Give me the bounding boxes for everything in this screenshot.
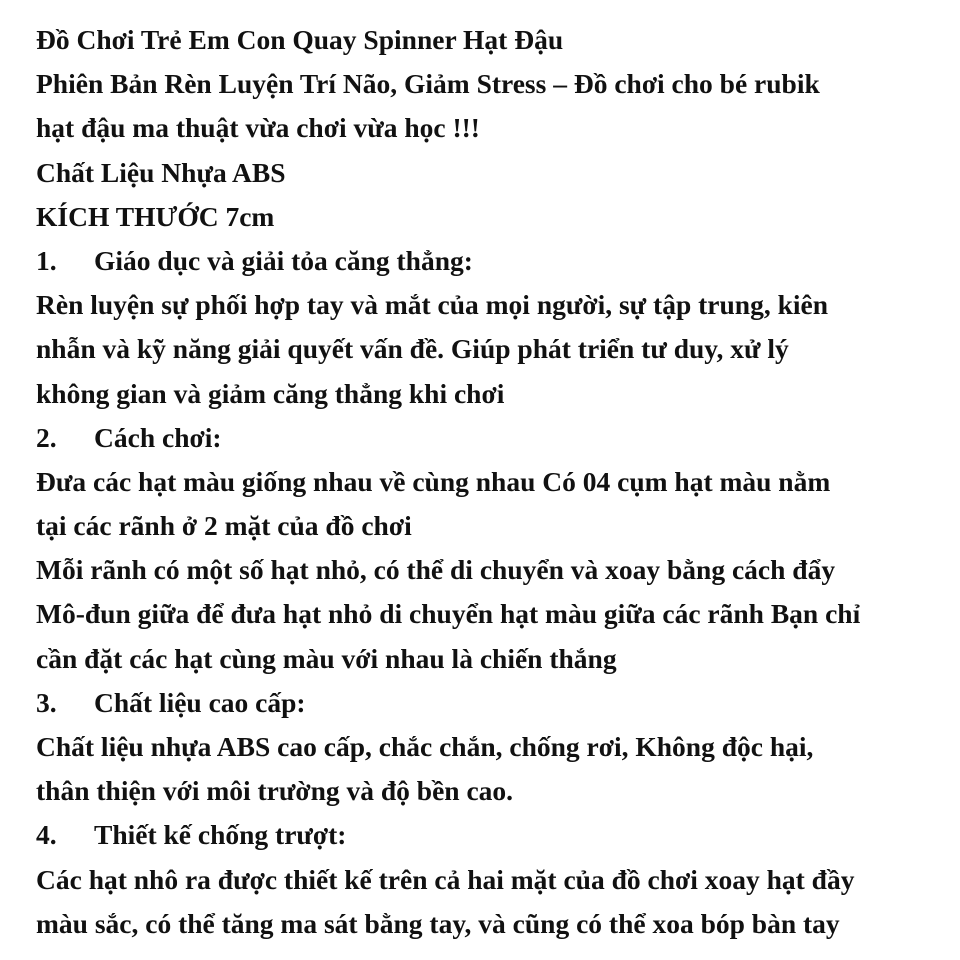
- section-number-1: 1.: [36, 244, 57, 276]
- section-heading-text-1: Giáo dục và giải tỏa căng thẳng:: [94, 244, 473, 276]
- subtitle-line: Phiên Bản Rèn Luyện Trí Não, Giảm Stress – Đồ chơi cho bé rubik: [36, 68, 820, 100]
- section-2-body-line: cần đặt các hạt cùng màu với nhau là chiến thắng: [36, 642, 617, 674]
- section-heading-text-2: Cách chơi:: [94, 421, 222, 453]
- section-heading-1: [36, 239, 936, 283]
- section-heading-text-4: Thiết kế chống trượt:: [94, 819, 347, 851]
- section-1-body-line: nhẫn và kỹ năng giải quyết vấn đề. Giúp phát triển tư duy, xử lý: [36, 333, 789, 365]
- section-heading-3: [36, 681, 936, 725]
- section-1-body-line: không gian và giảm căng thẳng khi chơi: [36, 377, 505, 409]
- section-4-body-line: màu sắc, có thể tăng ma sát bằng tay, và cũng có thể xoa bóp bàn tay: [36, 907, 840, 939]
- section-number-3: 3.: [36, 686, 57, 718]
- document-body: [36, 18, 936, 946]
- subtitle-line-continued: hạt đậu ma thuật vừa chơi vừa học !!!: [36, 112, 480, 144]
- section-2-body-line: Mô-đun giữa để đưa hạt nhỏ di chuyển hạt màu giữa các rãnh Bạn chỉ: [36, 598, 861, 630]
- section-heading-2: [36, 416, 936, 460]
- section-number-4: 4.: [36, 819, 57, 851]
- section-2-body-line: Mỗi rãnh có một số hạt nhỏ, có thể di chuyển và xoay bằng cách đẩy: [36, 554, 836, 586]
- material-line: Chất Liệu Nhựa ABS: [36, 156, 286, 188]
- section-heading-4: [36, 813, 936, 857]
- title-line: Đồ Chơi Trẻ Em Con Quay Spinner Hạt Đậu: [36, 24, 564, 55]
- section-4-body-line: Các hạt nhô ra được thiết kế trên cả hai mặt của đồ chơi xoay hạt đầy: [36, 863, 855, 895]
- section-3-body-line: Chất liệu nhựa ABS cao cấp, chắc chắn, chống rơi, Không độc hại,: [36, 731, 814, 762]
- section-1-body-line: Rèn luyện sự phối hợp tay và mắt của mọi người, sự tập trung, kiên: [36, 289, 829, 321]
- size-line: KÍCH THƯỚC 7cm: [36, 200, 275, 232]
- section-heading-text-3: Chất liệu cao cấp:: [94, 686, 306, 718]
- section-2-body-line: Đưa các hạt màu giống nhau về cùng nhau Có 04 cụm hạt màu nằm: [36, 465, 831, 497]
- section-number-2: 2.: [36, 421, 57, 453]
- section-3-body-line: thân thiện với môi trường và độ bền cao.: [36, 775, 514, 807]
- section-2-body-line: tại các rãnh ở 2 mặt của đồ chơi: [36, 510, 412, 542]
